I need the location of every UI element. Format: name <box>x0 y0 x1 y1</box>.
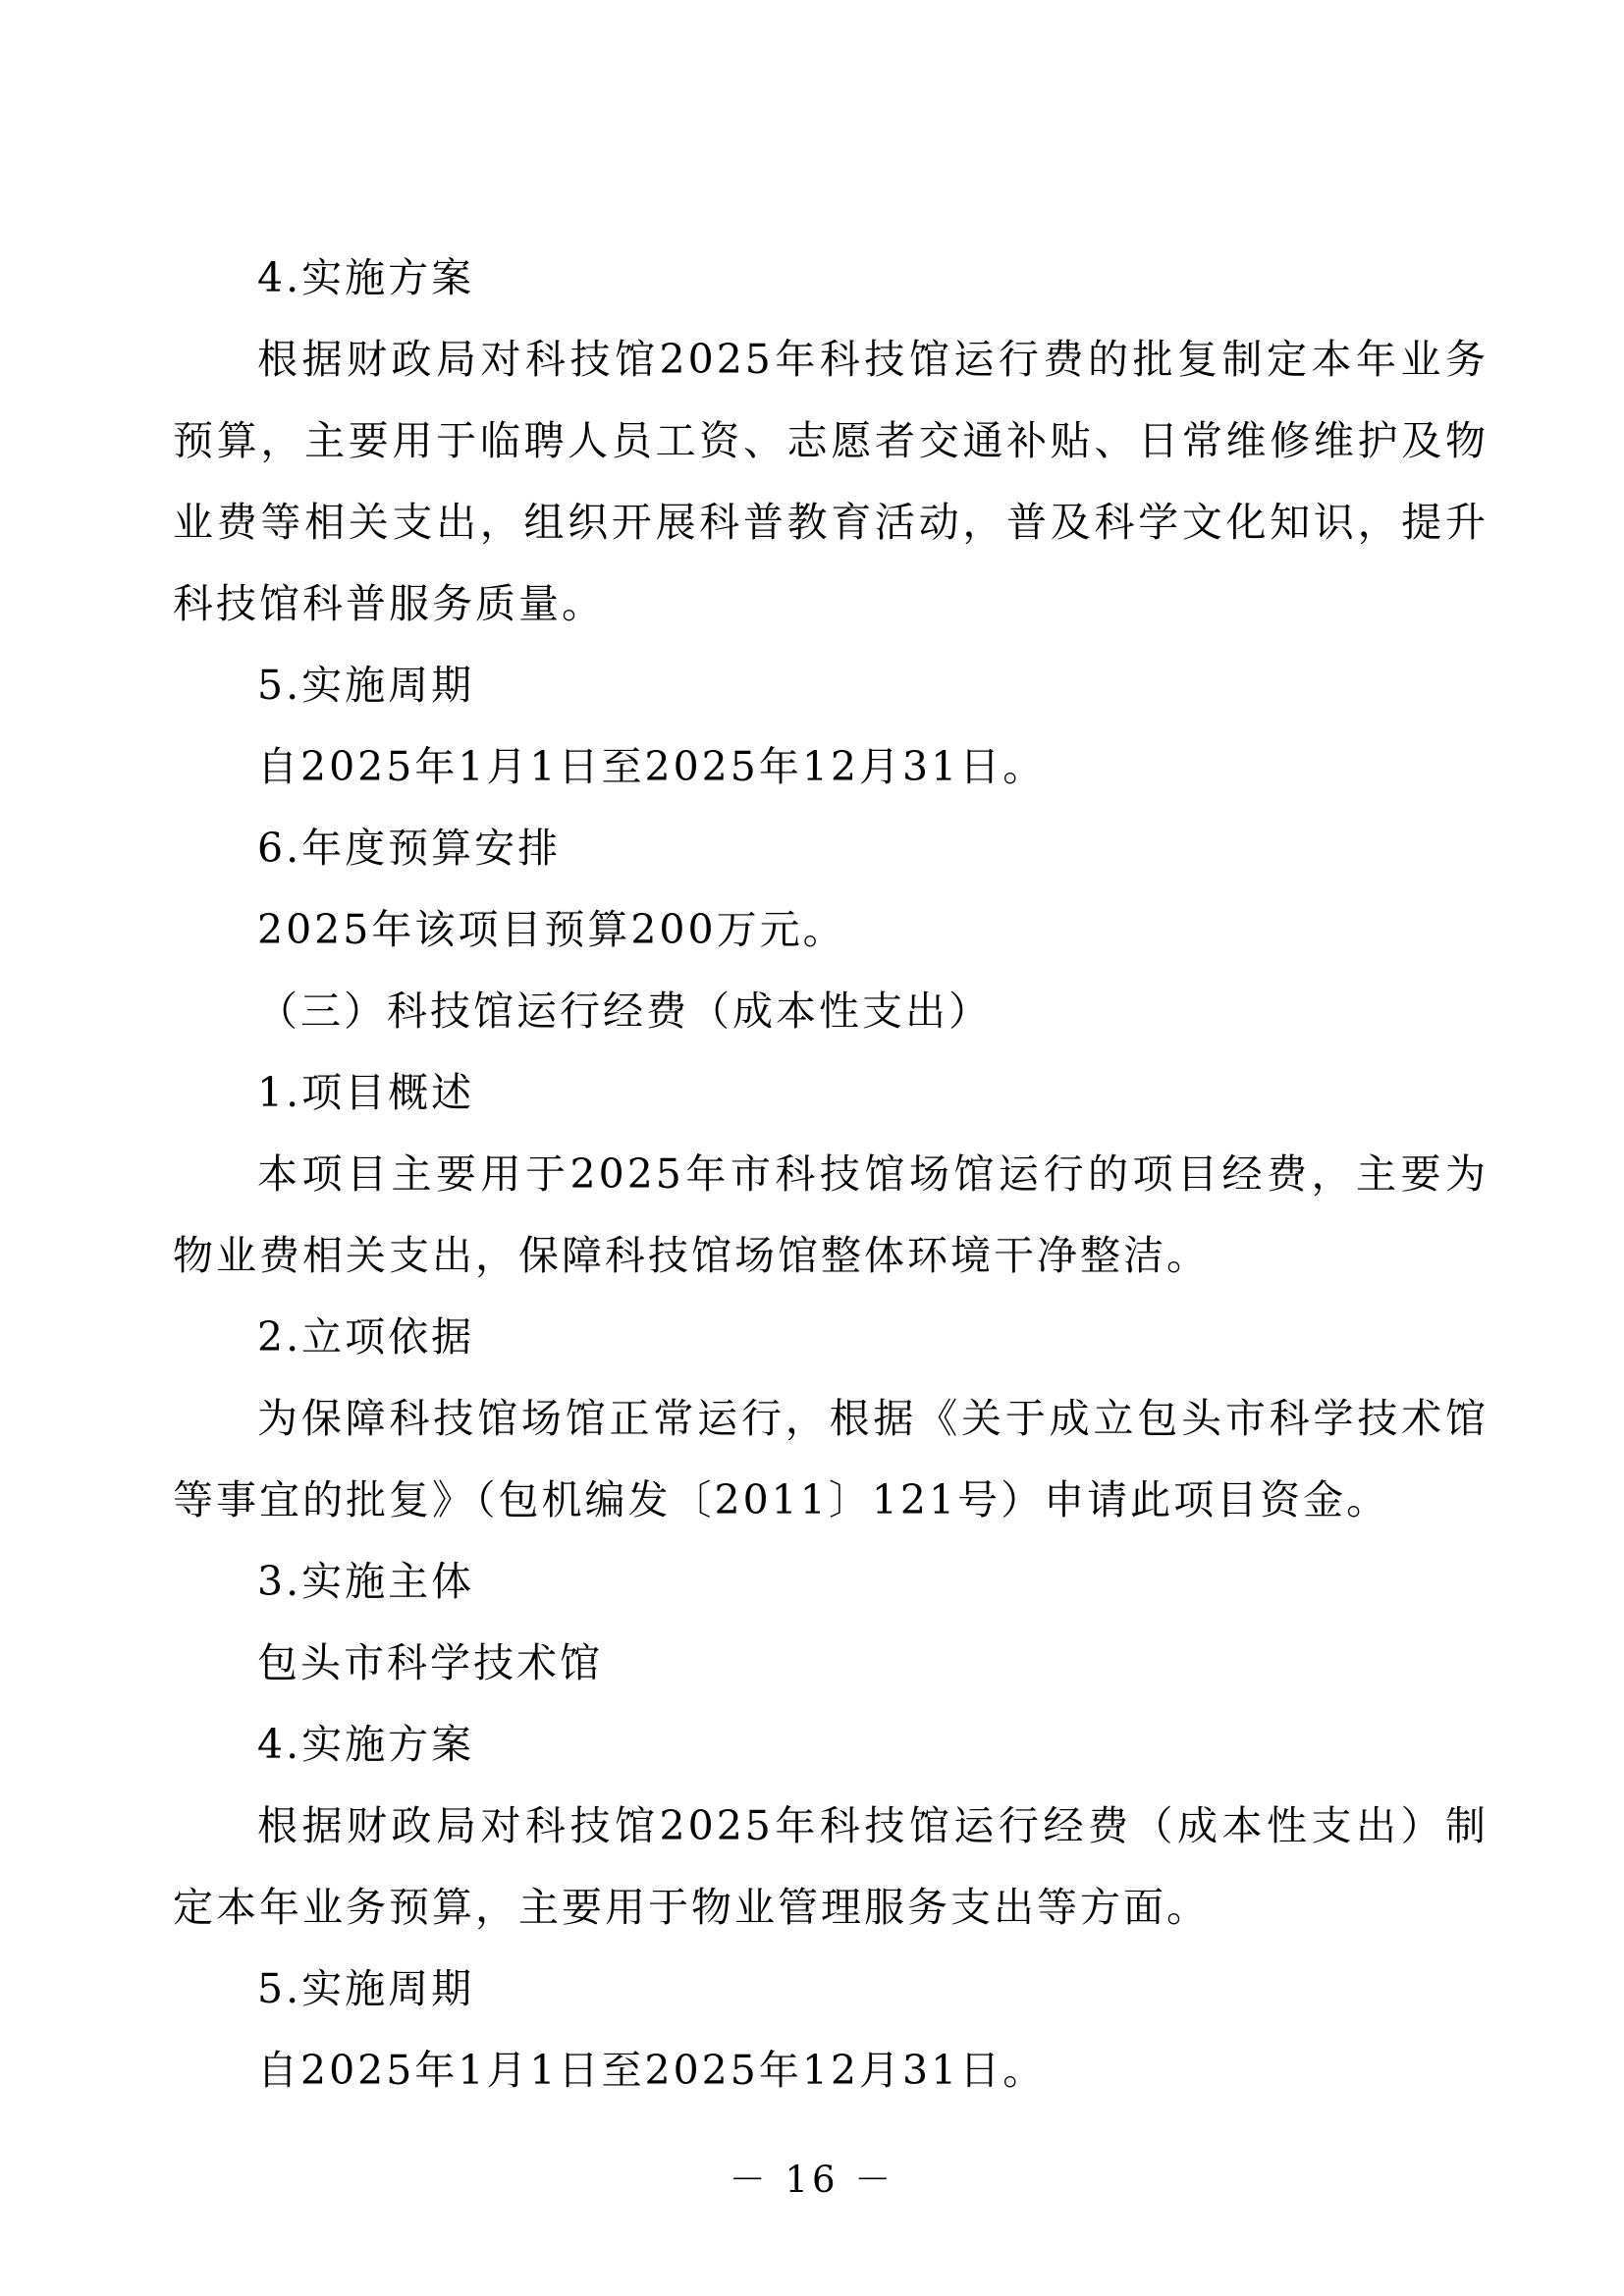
section-heading-project-basis: 2.立项依据 <box>257 1313 475 1361</box>
document-body <box>173 238 1489 2111</box>
body-paragraph: 根据财政局对科技馆2025年科技馆运行经费（成本性支出）制定本年业务预算，主要用于物业管理服务支出等方面。 <box>173 1802 1489 1931</box>
section-heading-project-overview: 1.项目概述 <box>257 1069 475 1116</box>
section-heading-operating-costs: （三）科技馆运行经费（成本性支出） <box>257 988 992 1035</box>
section-heading-annual-budget: 6.年度预算安排 <box>257 825 562 872</box>
body-paragraph: 自2025年1月1日至2025年12月31日。 <box>257 743 1047 790</box>
section-heading-implementing-entity: 3.实施主体 <box>257 1558 475 1605</box>
body-paragraph: 2025年该项目预算200万元。 <box>257 906 846 953</box>
body-paragraph: 包头市科学技术馆 <box>257 1639 603 1686</box>
section-heading-implementation-plan: 4.实施方案 <box>257 1721 475 1768</box>
body-paragraph: 根据财政局对科技馆2025年科技馆运行费的批复制定本年业务预算，主要用于临聘人员工资、志愿者交通补贴、日常维修维护及物业费等相关支出，组织开展科普教育活动，普及科学文化知识，提升科技馆科普服务质量。 <box>173 336 1489 627</box>
section-heading-implementation-period: 5.实施周期 <box>257 1965 475 2012</box>
section-heading-implementation-period: 5.实施周期 <box>257 662 475 709</box>
page-number: － 16 － <box>729 2159 895 2201</box>
body-paragraph: 本项目主要用于2025年市科技馆场馆运行的项目经费，主要为物业费相关支出，保障科技馆场馆整体环境干净整洁。 <box>173 1150 1489 1279</box>
body-paragraph: 为保障科技馆场馆正常运行，根据《关于成立包头市科学技术馆等事宜的批复》（包机编发〔2011〕121号）申请此项目资金。 <box>173 1395 1489 1523</box>
body-paragraph: 自2025年1月1日至2025年12月31日。 <box>257 2047 1047 2094</box>
section-heading-implementation-plan: 4.实施方案 <box>257 254 475 301</box>
